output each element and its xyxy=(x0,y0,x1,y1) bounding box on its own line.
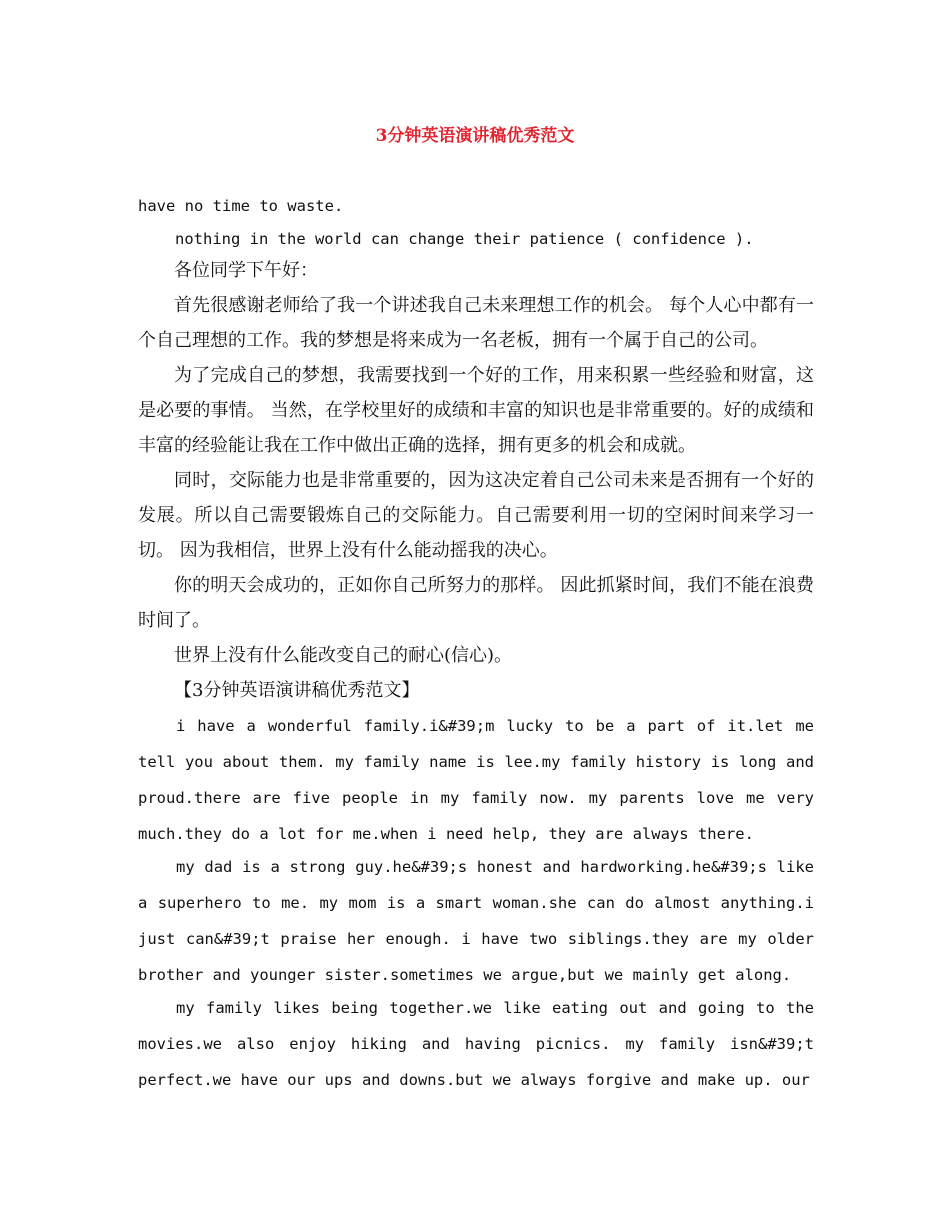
paragraph: 同时，交际能力也是非常重要的，因为这决定着自己公司未来是否拥有一个好的发展。所以自己需要锻炼自己的交际能力。自己需要利用一切的空闲时间来学习一切。 因为我相信，世界上没有什么能动摇我的决心。 xyxy=(138,470,814,561)
text-line: nothing in the world can change their patience ( confidence ). xyxy=(175,230,754,248)
paragraph: 你的明天会成功的，正如你自己所努力的那样。 因此抓紧时间，我们不能在浪费时间了。 xyxy=(138,575,814,631)
section-heading: 【3分钟英语演讲稿优秀范文】 xyxy=(174,680,420,701)
paragraph-english: my family likes being together.we like eating out and going to the movies.we also enjoy hiking and having picnics. my family isn&#39;t perfect.we have our ups and downs.but we always forgive and make up. our xyxy=(138,999,814,1089)
paragraph: 为了完成自己的梦想，我需要找到一个好的工作，用来积累一些经验和财富，这是必要的事情。 当然，在学校里好的成绩和丰富的知识也是非常重要的。好的成绩和丰富的经验能让我在工作中做出正确的选择，拥有更多的机会和成就。 xyxy=(138,365,814,456)
text-line: have no time to waste. xyxy=(138,197,344,215)
paragraph: 世界上没有什么能改变自己的耐心(信心)。 xyxy=(174,645,513,666)
paragraph-english: i have a wonderful family.i&#39;m lucky to be a part of it.let me tell you about them. my family name is lee.my family history is long and proud.there are five people in my family now. my parents love me very much.they do a lot for me.when i need help, they are always there. xyxy=(138,717,814,843)
paragraph: 首先很感谢老师给了我一个讲述我自己未来理想工作的机会。 每个人心中都有一个自己理想的工作。我的梦想是将来成为一名老板，拥有一个属于自己的公司。 xyxy=(138,295,814,351)
paragraph-english: my dad is a strong guy.he&#39;s honest and hardworking.he&#39;s like a superhero to me. my mom is a smart woman.she can do almost anything.i just can&#39;t praise her enough. i have two siblings.they are my older brother and younger sister.sometimes we argue,but we mainly get along. xyxy=(138,858,814,984)
document-title: 3分钟英语演讲稿优秀范文 xyxy=(375,126,575,146)
document-body xyxy=(138,194,814,1098)
paragraph-greeting: 各位同学下午好： xyxy=(174,260,318,281)
